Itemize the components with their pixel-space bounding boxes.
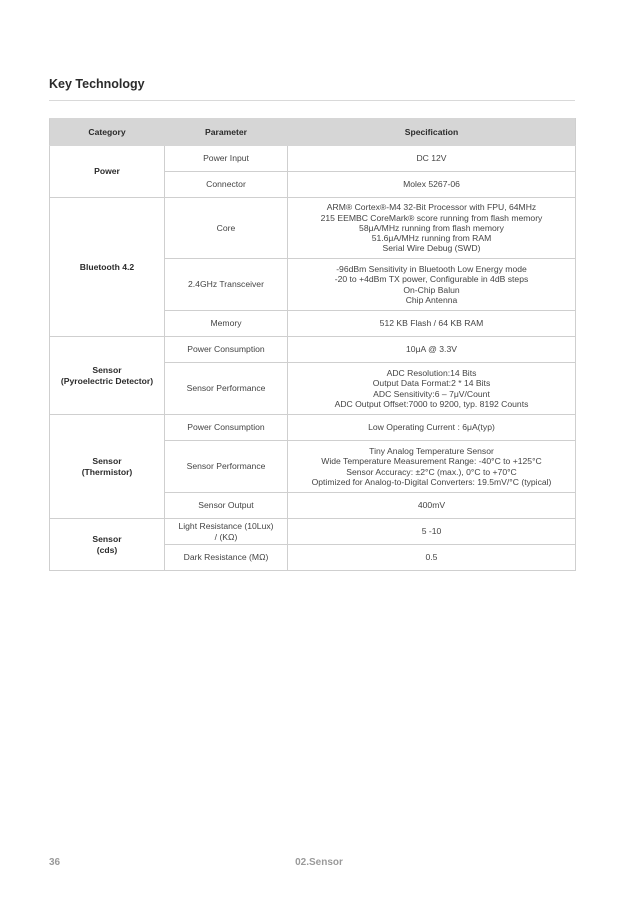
spec-line: On-Chip Balun: [403, 284, 460, 295]
parameter-cell: Sensor Output: [165, 493, 288, 519]
category-sensor-thermistor: [50, 415, 165, 519]
category-line: Sensor: [92, 365, 122, 376]
section-title: Key Technology: [49, 77, 145, 91]
spec-line: ADC Sensitivity:6 – 7μV/Count: [373, 388, 490, 399]
spec-line: 58μA/MHz running from flash memory: [359, 222, 504, 233]
parameter-cell: [165, 519, 288, 545]
spec-cell: 512 KB Flash / 64 KB RAM: [288, 311, 576, 337]
spec-cell: [288, 198, 576, 259]
table-row: [50, 198, 576, 259]
parameter-cell: Sensor Performance: [165, 441, 288, 493]
parameter-cell: Power Consumption: [165, 337, 288, 363]
page-number: 36: [49, 857, 61, 868]
category-line: Sensor: [92, 534, 122, 545]
spec-cell: [288, 441, 576, 493]
table-row: [50, 146, 576, 172]
parameter-cell: Memory: [165, 311, 288, 337]
parameter-cell: Power Input: [165, 146, 288, 172]
spec-cell: Low Operating Current : 6μA(typ): [288, 415, 576, 441]
table-row: [50, 337, 576, 363]
category-line: (Thermistor): [81, 466, 133, 477]
category-sensor-pyroelectric: [50, 337, 165, 415]
spec-table: [49, 118, 576, 571]
footer-section-label: 02.Sensor: [295, 857, 343, 868]
spec-line: Output Data Format:2 * 14 Bits: [372, 378, 491, 389]
spec-line: ADC Resolution:14 Bits: [386, 367, 477, 378]
spec-cell: DC 12V: [288, 146, 576, 172]
spec-line: Chip Antenna: [405, 294, 458, 305]
title-divider: [49, 100, 575, 101]
spec-line: Tiny Analog Temperature Sensor: [369, 445, 494, 456]
spec-cell: Molex 5267-06: [288, 172, 576, 198]
category-sensor-cds: [50, 519, 165, 571]
spec-line: Serial Wire Debug (SWD): [382, 243, 481, 254]
spec-line: Sensor Accuracy: ±2°C (max.), 0°C to +70°C: [346, 466, 517, 477]
parameter-cell: Power Consumption: [165, 415, 288, 441]
category-line: (cds): [96, 544, 118, 555]
spec-cell: 0.5: [288, 545, 576, 571]
spec-cell: 5 -10: [288, 519, 576, 545]
header-category: Category: [50, 119, 165, 146]
category-bluetooth: Bluetooth 4.2: [50, 198, 165, 337]
table-row: [50, 519, 576, 545]
spec-line: Wide Temperature Measurement Range: -40°C to +125°C: [321, 456, 542, 467]
category-line: Sensor: [92, 456, 122, 467]
parameter-cell: Dark Resistance (MΩ): [165, 545, 288, 571]
header-parameter: Parameter: [165, 119, 288, 146]
spec-cell: [288, 363, 576, 415]
spec-cell: [288, 259, 576, 311]
parameter-cell: Sensor Performance: [165, 363, 288, 415]
category-power: Power: [50, 146, 165, 198]
spec-cell: 400mV: [288, 493, 576, 519]
parameter-line: / (KΩ): [214, 531, 238, 542]
table-header-row: [50, 119, 576, 146]
header-specification: Specification: [288, 119, 576, 146]
category-line: (Pyroelectric Detector): [60, 375, 154, 386]
spec-line: -20 to +4dBm TX power, Configurable in 4dB steps: [334, 274, 529, 285]
spec-line: ARM® Cortex®-M4 32-Bit Processor with FPU, 64MHz: [326, 202, 537, 213]
spec-line: ADC Output Offset:7000 to 9200, typ. 8192 Counts: [334, 398, 529, 409]
spec-line: Optimized for Analog-to-Digital Converters: 19.5mV/°C (typical): [311, 476, 552, 487]
table-row: [50, 415, 576, 441]
parameter-line: Light Resistance (10Lux): [178, 521, 274, 532]
parameter-cell: 2.4GHz Transceiver: [165, 259, 288, 311]
spec-line: 215 EEMBC CoreMark® score running from flash memory: [320, 212, 543, 223]
spec-cell: 10μA @ 3.3V: [288, 337, 576, 363]
parameter-cell: Connector: [165, 172, 288, 198]
parameter-cell: Core: [165, 198, 288, 259]
spec-line: -96dBm Sensitivity in Bluetooth Low Energy mode: [336, 263, 527, 274]
spec-line: 51.6μA/MHz running from RAM: [371, 233, 492, 244]
